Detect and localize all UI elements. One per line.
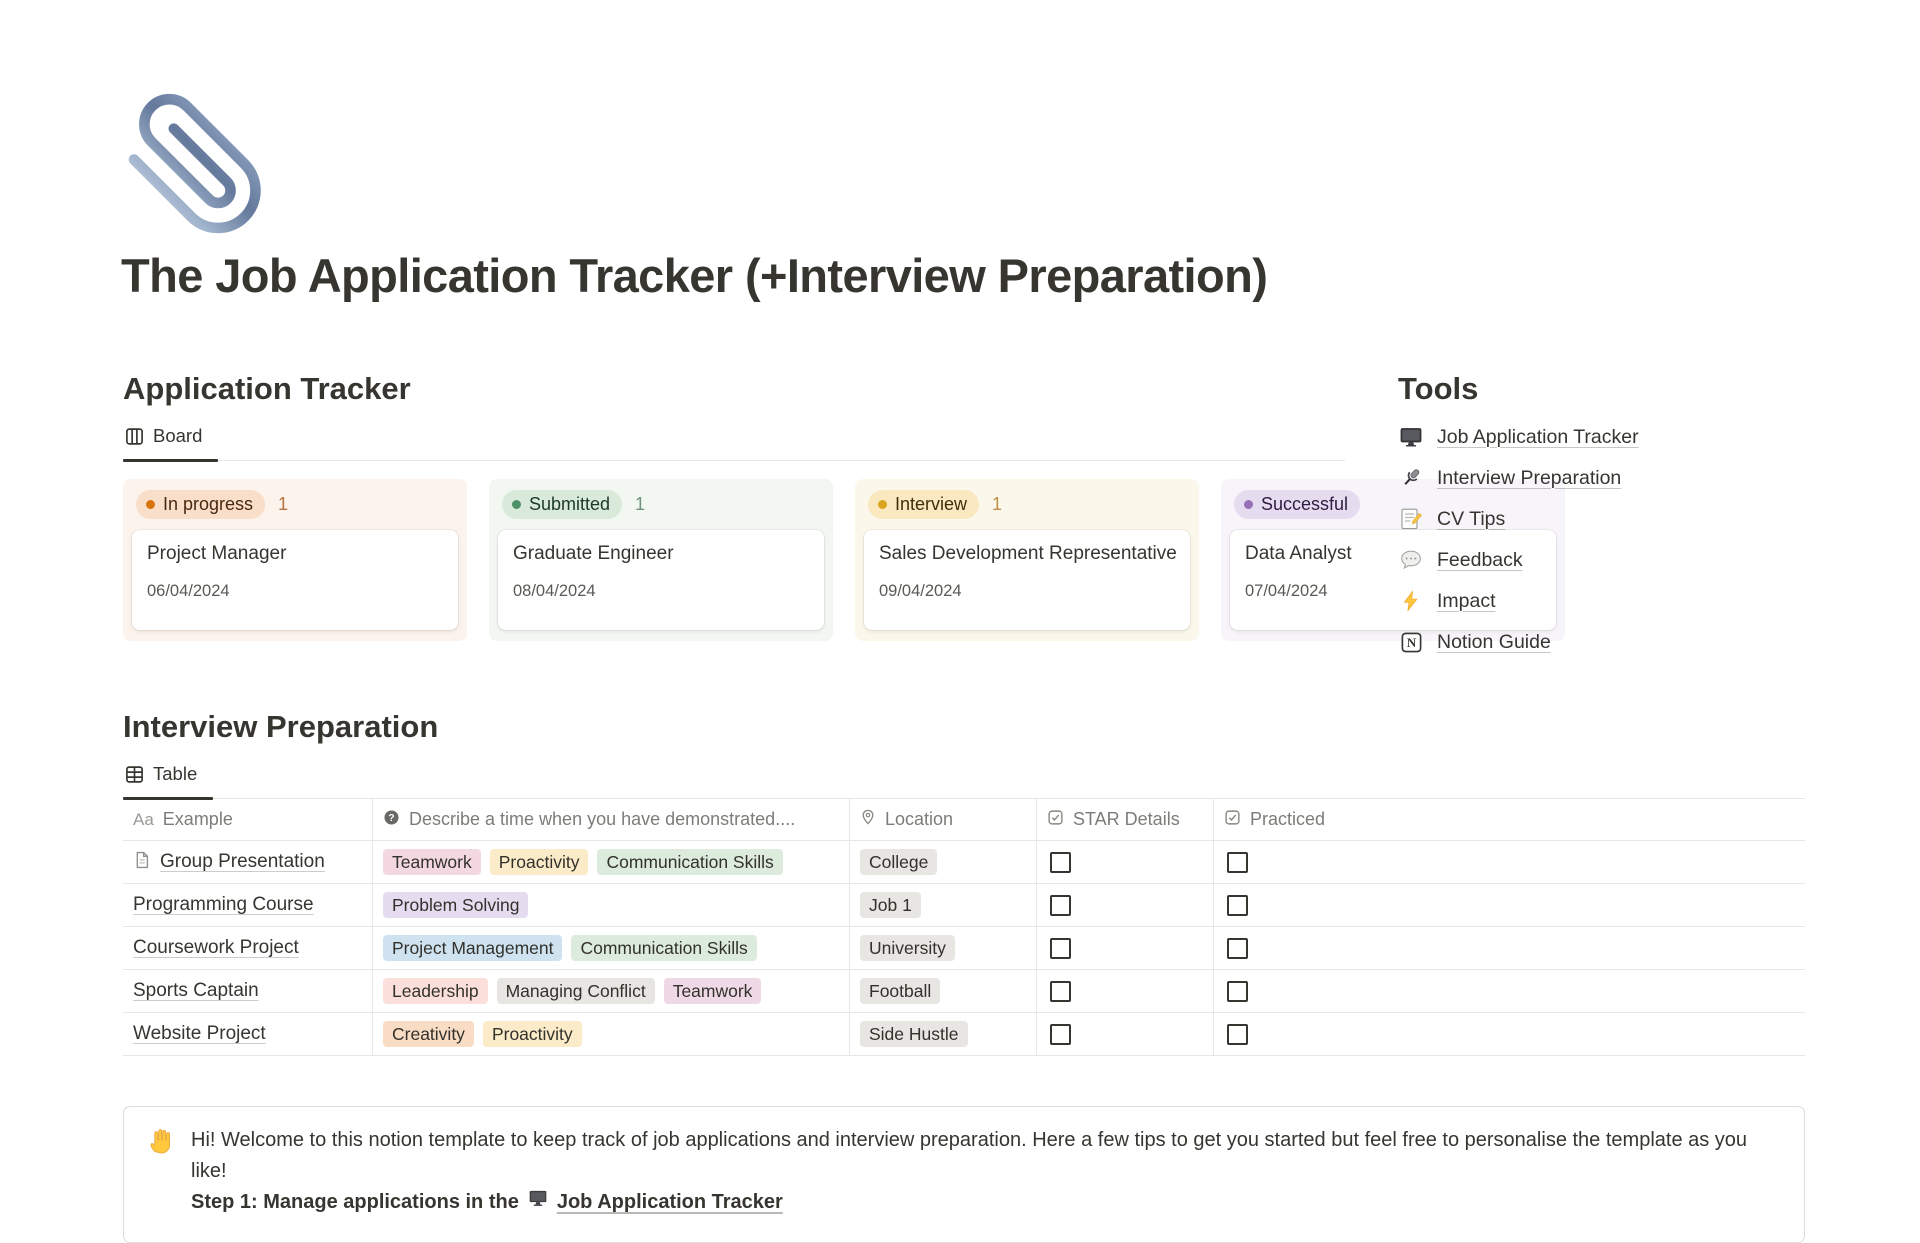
- question-icon: [383, 809, 400, 831]
- column-header-location[interactable]: Location: [850, 799, 1037, 840]
- status-label: Submitted: [529, 494, 611, 514]
- star-details-checkbox[interactable]: [1050, 1024, 1071, 1045]
- table-view-icon: [125, 765, 144, 784]
- tab-table-view[interactable]: [123, 756, 227, 798]
- status-pill[interactable]: [1234, 490, 1360, 519]
- skill-tag[interactable]: Teamwork: [664, 978, 762, 1004]
- location-tag[interactable]: College: [860, 849, 937, 875]
- practiced-cell[interactable]: [1214, 927, 1805, 969]
- skills-cell[interactable]: [373, 841, 850, 883]
- status-dot-icon: [1244, 500, 1253, 509]
- skill-tag[interactable]: Leadership: [383, 978, 488, 1004]
- application-tracker-section: [123, 370, 1352, 655]
- row-title-link[interactable]: Programming Course: [133, 894, 314, 915]
- kanban-board: [123, 479, 1352, 641]
- location-tag[interactable]: University: [860, 935, 955, 961]
- row-title-link[interactable]: Coursework Project: [133, 937, 299, 958]
- status-pill[interactable]: [868, 490, 979, 519]
- practiced-checkbox[interactable]: [1227, 852, 1248, 873]
- tools-section: [1398, 370, 1805, 655]
- star-details-checkbox[interactable]: [1050, 981, 1071, 1002]
- card-title: Graduate Engineer: [513, 543, 674, 564]
- table-row: [123, 884, 1805, 927]
- star-details-checkbox[interactable]: [1050, 938, 1071, 959]
- practiced-checkbox[interactable]: [1227, 1024, 1248, 1045]
- example-cell[interactable]: [123, 1013, 373, 1055]
- page-title: The Job Application Tracker (+Interview Preparation): [121, 249, 1268, 302]
- table-row: [123, 927, 1805, 970]
- desktop-computer-icon: [1398, 425, 1424, 449]
- checkbox-property-icon: [1047, 809, 1064, 831]
- callout-body: [191, 1125, 1751, 1218]
- practiced-checkbox[interactable]: [1227, 938, 1248, 959]
- star-details-cell[interactable]: [1037, 927, 1214, 969]
- board-column-header: [498, 488, 824, 530]
- skill-tag[interactable]: Project Management: [383, 935, 562, 961]
- tab-board-label: Board: [153, 425, 203, 446]
- board-column-in-progress: [123, 479, 467, 641]
- location-tag[interactable]: Job 1: [860, 892, 921, 918]
- board-column-header: [132, 488, 458, 530]
- tool-link-notion-guide[interactable]: Notion Guide: [1437, 630, 1551, 653]
- content-columns: [123, 370, 1805, 655]
- tool-link-interview-preparation[interactable]: Interview Preparation: [1437, 466, 1622, 489]
- text-property-icon: Aa: [133, 809, 154, 829]
- location-tag[interactable]: Football: [860, 978, 940, 1004]
- skill-tag[interactable]: Proactivity: [490, 849, 589, 875]
- board-column-header: [864, 488, 1190, 530]
- column-header-star-details[interactable]: STAR Details: [1037, 799, 1214, 840]
- board-column-submitted: [489, 479, 833, 641]
- example-cell[interactable]: [123, 927, 373, 969]
- column-header-example[interactable]: Aa Example: [123, 799, 373, 840]
- column-header-practiced[interactable]: Practiced: [1214, 799, 1805, 840]
- skill-tag[interactable]: Problem Solving: [383, 892, 528, 918]
- location-cell[interactable]: [850, 970, 1037, 1012]
- svg-text:N: N: [1406, 634, 1416, 650]
- example-cell[interactable]: [123, 841, 373, 883]
- speech-balloon-icon: [1398, 548, 1424, 572]
- table-row: [123, 841, 1805, 884]
- skills-cell[interactable]: [373, 884, 850, 926]
- callout-text: Hi! Welcome to this notion template to keep track of job applications and interview preparation. Here a few tips to get you started but feel free to personalise the template as you like!: [191, 1129, 1748, 1182]
- tab-board-view[interactable]: [123, 418, 232, 460]
- paperclip-icon[interactable]: [118, 88, 268, 243]
- step-prefix: Step 1: Manage applications in the: [191, 1191, 519, 1213]
- star-details-checkbox[interactable]: [1050, 852, 1071, 873]
- location-cell[interactable]: [850, 1013, 1037, 1055]
- table-row: [123, 970, 1805, 1013]
- tool-item-impact[interactable]: [1398, 588, 1805, 614]
- board-card[interactable]: [864, 530, 1190, 630]
- skill-tag[interactable]: Communication Skills: [571, 935, 756, 961]
- star-details-cell[interactable]: [1037, 841, 1214, 883]
- board-card[interactable]: [498, 530, 824, 630]
- star-details-cell[interactable]: [1037, 1013, 1214, 1055]
- card-date: 06/04/2024: [147, 582, 230, 600]
- status-label: In progress: [163, 494, 254, 514]
- table-header-row: [123, 799, 1805, 841]
- card-date: 09/04/2024: [879, 582, 962, 600]
- tool-item-feedback[interactable]: [1398, 547, 1805, 573]
- card-count: 1: [635, 494, 646, 514]
- status-pill[interactable]: [502, 490, 622, 519]
- tool-item-cv-tips[interactable]: [1398, 506, 1805, 532]
- tab-table-label: Table: [153, 763, 198, 784]
- row-title-link[interactable]: Sports Captain: [133, 980, 259, 1001]
- practiced-cell[interactable]: [1214, 884, 1805, 926]
- skill-tag[interactable]: Communication Skills: [597, 849, 782, 875]
- skill-tag[interactable]: Managing Conflict: [497, 978, 655, 1004]
- lightning-icon: [1398, 590, 1424, 612]
- card-count: 1: [278, 494, 289, 514]
- row-title-link[interactable]: Group Presentation: [160, 851, 325, 872]
- application-tracker-heading: Application Tracker: [123, 371, 411, 406]
- callout-step-line: [191, 1187, 1751, 1218]
- tool-link-job-application-tracker[interactable]: Job Application Tracker: [1437, 425, 1639, 448]
- card-date: 07/04/2024: [1245, 582, 1328, 600]
- svg-text:?: ?: [388, 812, 395, 824]
- notion-logo-icon: [1398, 631, 1424, 654]
- card-title: Data Analyst: [1245, 543, 1352, 564]
- status-label: Successful: [1261, 494, 1349, 514]
- practiced-cell[interactable]: [1214, 1013, 1805, 1055]
- card-count: 1: [992, 494, 1003, 514]
- tool-link-impact[interactable]: Impact: [1437, 589, 1496, 612]
- interview-preparation-section: [123, 708, 1805, 1056]
- board-tabbar: [123, 418, 1345, 461]
- star-details-cell[interactable]: [1037, 884, 1214, 926]
- practiced-cell[interactable]: [1214, 970, 1805, 1012]
- location-cell[interactable]: [850, 927, 1037, 969]
- tools-heading: Tools: [1398, 371, 1479, 406]
- tool-link-cv-tips[interactable]: CV Tips: [1437, 507, 1506, 530]
- skill-tag[interactable]: Teamwork: [383, 849, 481, 875]
- status-label: Interview: [895, 494, 968, 514]
- star-details-cell[interactable]: [1037, 970, 1214, 1012]
- skills-cell[interactable]: [373, 1013, 850, 1055]
- card-title: Project Manager: [147, 543, 287, 564]
- tool-item-notion-guide[interactable]: [1398, 629, 1805, 655]
- interview-table: [123, 799, 1805, 1056]
- interview-preparation-heading: Interview Preparation: [123, 709, 439, 744]
- board-column-interview: [855, 479, 1199, 641]
- welcome-callout: [123, 1106, 1805, 1243]
- skill-tag[interactable]: Creativity: [383, 1021, 474, 1047]
- step-link[interactable]: Job Application Tracker: [556, 1191, 783, 1213]
- tool-item-job-application-tracker[interactable]: [1398, 424, 1805, 450]
- checkbox-property-icon: [1224, 809, 1241, 831]
- board-card[interactable]: [132, 530, 458, 630]
- microphone-icon: [1398, 466, 1424, 490]
- practiced-checkbox[interactable]: [1227, 981, 1248, 1002]
- location-tag[interactable]: Side Hustle: [860, 1021, 968, 1047]
- location-pin-icon: [860, 809, 876, 830]
- practiced-cell[interactable]: [1214, 841, 1805, 883]
- example-cell[interactable]: [123, 884, 373, 926]
- page-icon: [133, 851, 151, 874]
- table-tabbar: [123, 756, 1805, 799]
- card-title: Sales Development Representative: [879, 543, 1177, 564]
- location-cell[interactable]: [850, 884, 1037, 926]
- tool-link-feedback[interactable]: Feedback: [1437, 548, 1523, 571]
- raised-hand-icon: [148, 1128, 175, 1218]
- status-dot-icon: [878, 500, 887, 509]
- board-view-icon: [125, 427, 144, 446]
- status-pill[interactable]: [136, 490, 265, 519]
- card-date: 08/04/2024: [513, 582, 596, 600]
- skills-cell[interactable]: [373, 970, 850, 1012]
- location-cell[interactable]: [850, 841, 1037, 883]
- desktop-computer-icon: [528, 1187, 548, 1218]
- row-title-link[interactable]: Website Project: [133, 1023, 266, 1044]
- skills-cell[interactable]: [373, 927, 850, 969]
- example-cell[interactable]: [123, 970, 373, 1012]
- memo-icon: [1398, 507, 1424, 531]
- practiced-checkbox[interactable]: [1227, 895, 1248, 916]
- star-details-checkbox[interactable]: [1050, 895, 1071, 916]
- status-dot-icon: [146, 500, 155, 509]
- status-dot-icon: [512, 500, 521, 509]
- tool-item-interview-preparation[interactable]: [1398, 465, 1805, 491]
- table-row: [123, 1013, 1805, 1056]
- skill-tag[interactable]: Proactivity: [483, 1021, 582, 1047]
- column-header-question[interactable]: ? Describe a time when you have demonstrated....: [373, 799, 850, 840]
